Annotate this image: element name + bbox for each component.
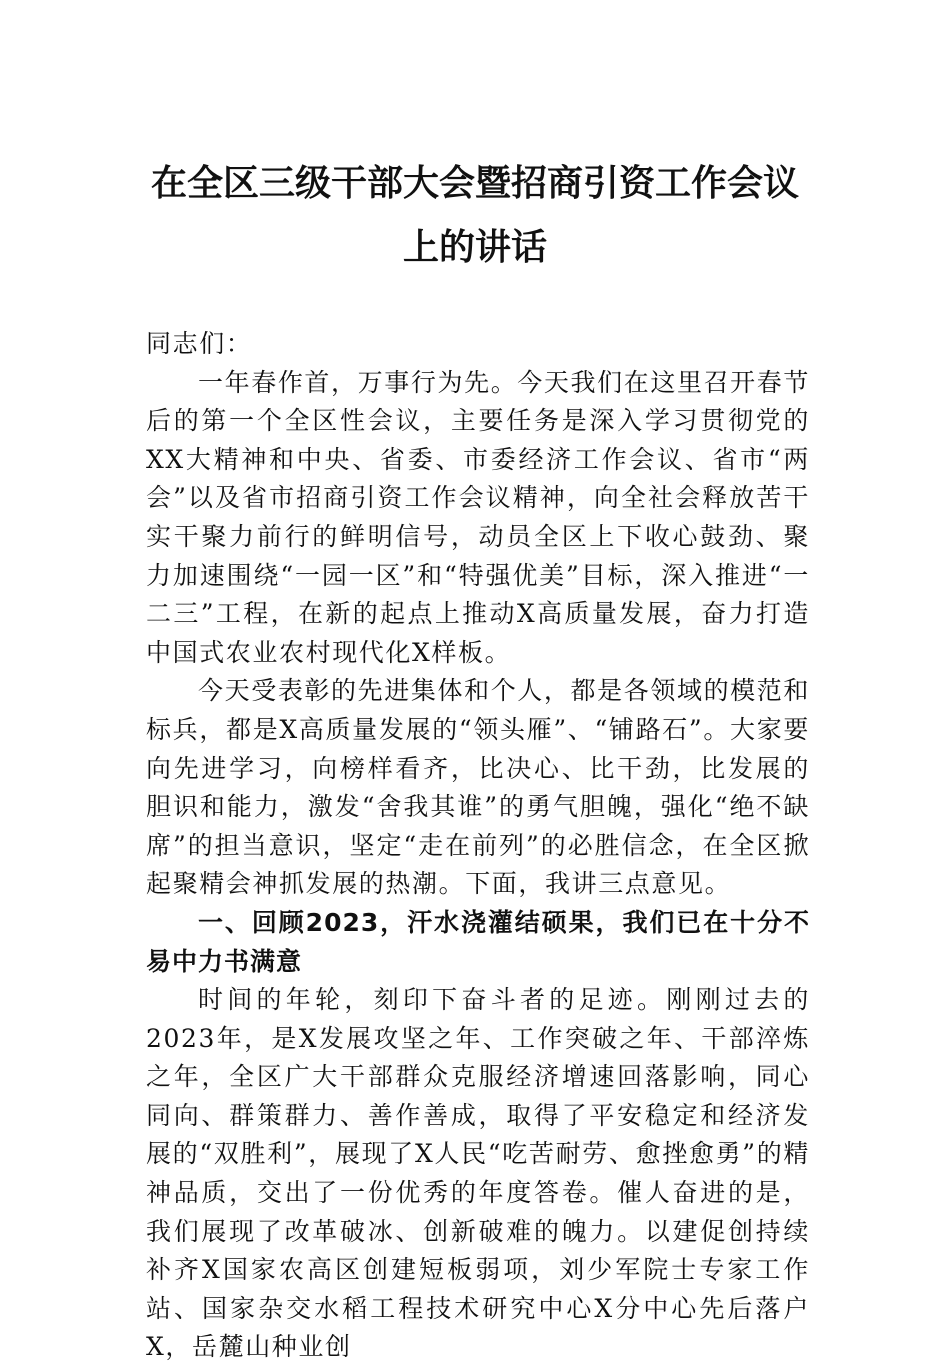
- document-title: 在全区三级干部大会暨招商引资工作会议上的讲话: [150, 163, 799, 268]
- paragraph-opening: 一年春作首，万事行为先。今天我们在这里召开春节后的第一个全区性会议，主要任务是深入学习贯彻党的XX大精神和中央、省委、市委经济工作会议、省市“两会”以及省市招商引资工作会议精神，向全社会释放苦干实干聚力前行的鲜明信号，动员全区上下收心鼓劲、聚力加速围绕“一园一区”和“特强优美”目标，深入推进“一二三”工程，在新的起点上推动X高质量发展，奋力打造中国式农业农村现代化X样板。: [146, 367, 810, 667]
- paragraph-commendation: 今天受表彰的先进集体和个人，都是各领域的模范和标兵，都是X高质量发展的“领头雁”、“铺路石”。大家要向先进学习，向榜样看齐，比决心、比干劲，比发展的胆识和能力，激发“舍我其谁”的勇气胆魄，强化“绝不缺席”的担当意识，坚定“走在前列”的必胜信念，在全区掀起聚精会神抓发展的热潮。下面，我讲三点意见。: [146, 676, 810, 899]
- section-heading: 一、回顾2023，汗水浇灌结硕果，我们已在十分不易中力书满意: [146, 907, 810, 976]
- paragraph-review: 时间的年轮，刻印下奋斗者的足迹。刚刚过去的2023年，是X发展攻坚之年、工作突破之年、干部淬炼之年，全区广大干部群众克服经济增速回落影响，同心同向、群策群力、善作善成，取得了平安稳定和经济发展的“双胜利”，展现了X人民“吃苦耐劳、愈挫愈勇”的精神品质，交出了一份优秀的年度答卷。催人奋进的是，我们展现了改革破冰、创新破难的魄力。以建促创持续补齐X国家农高区创建短板弱项，刘少军院士专家工作站、国家杂交水稻工程技术研究中心X分中心先后落户X，岳麓山种业创: [146, 985, 810, 1362]
- document-body: [146, 325, 810, 1367]
- salutation: 同志们：: [146, 329, 253, 358]
